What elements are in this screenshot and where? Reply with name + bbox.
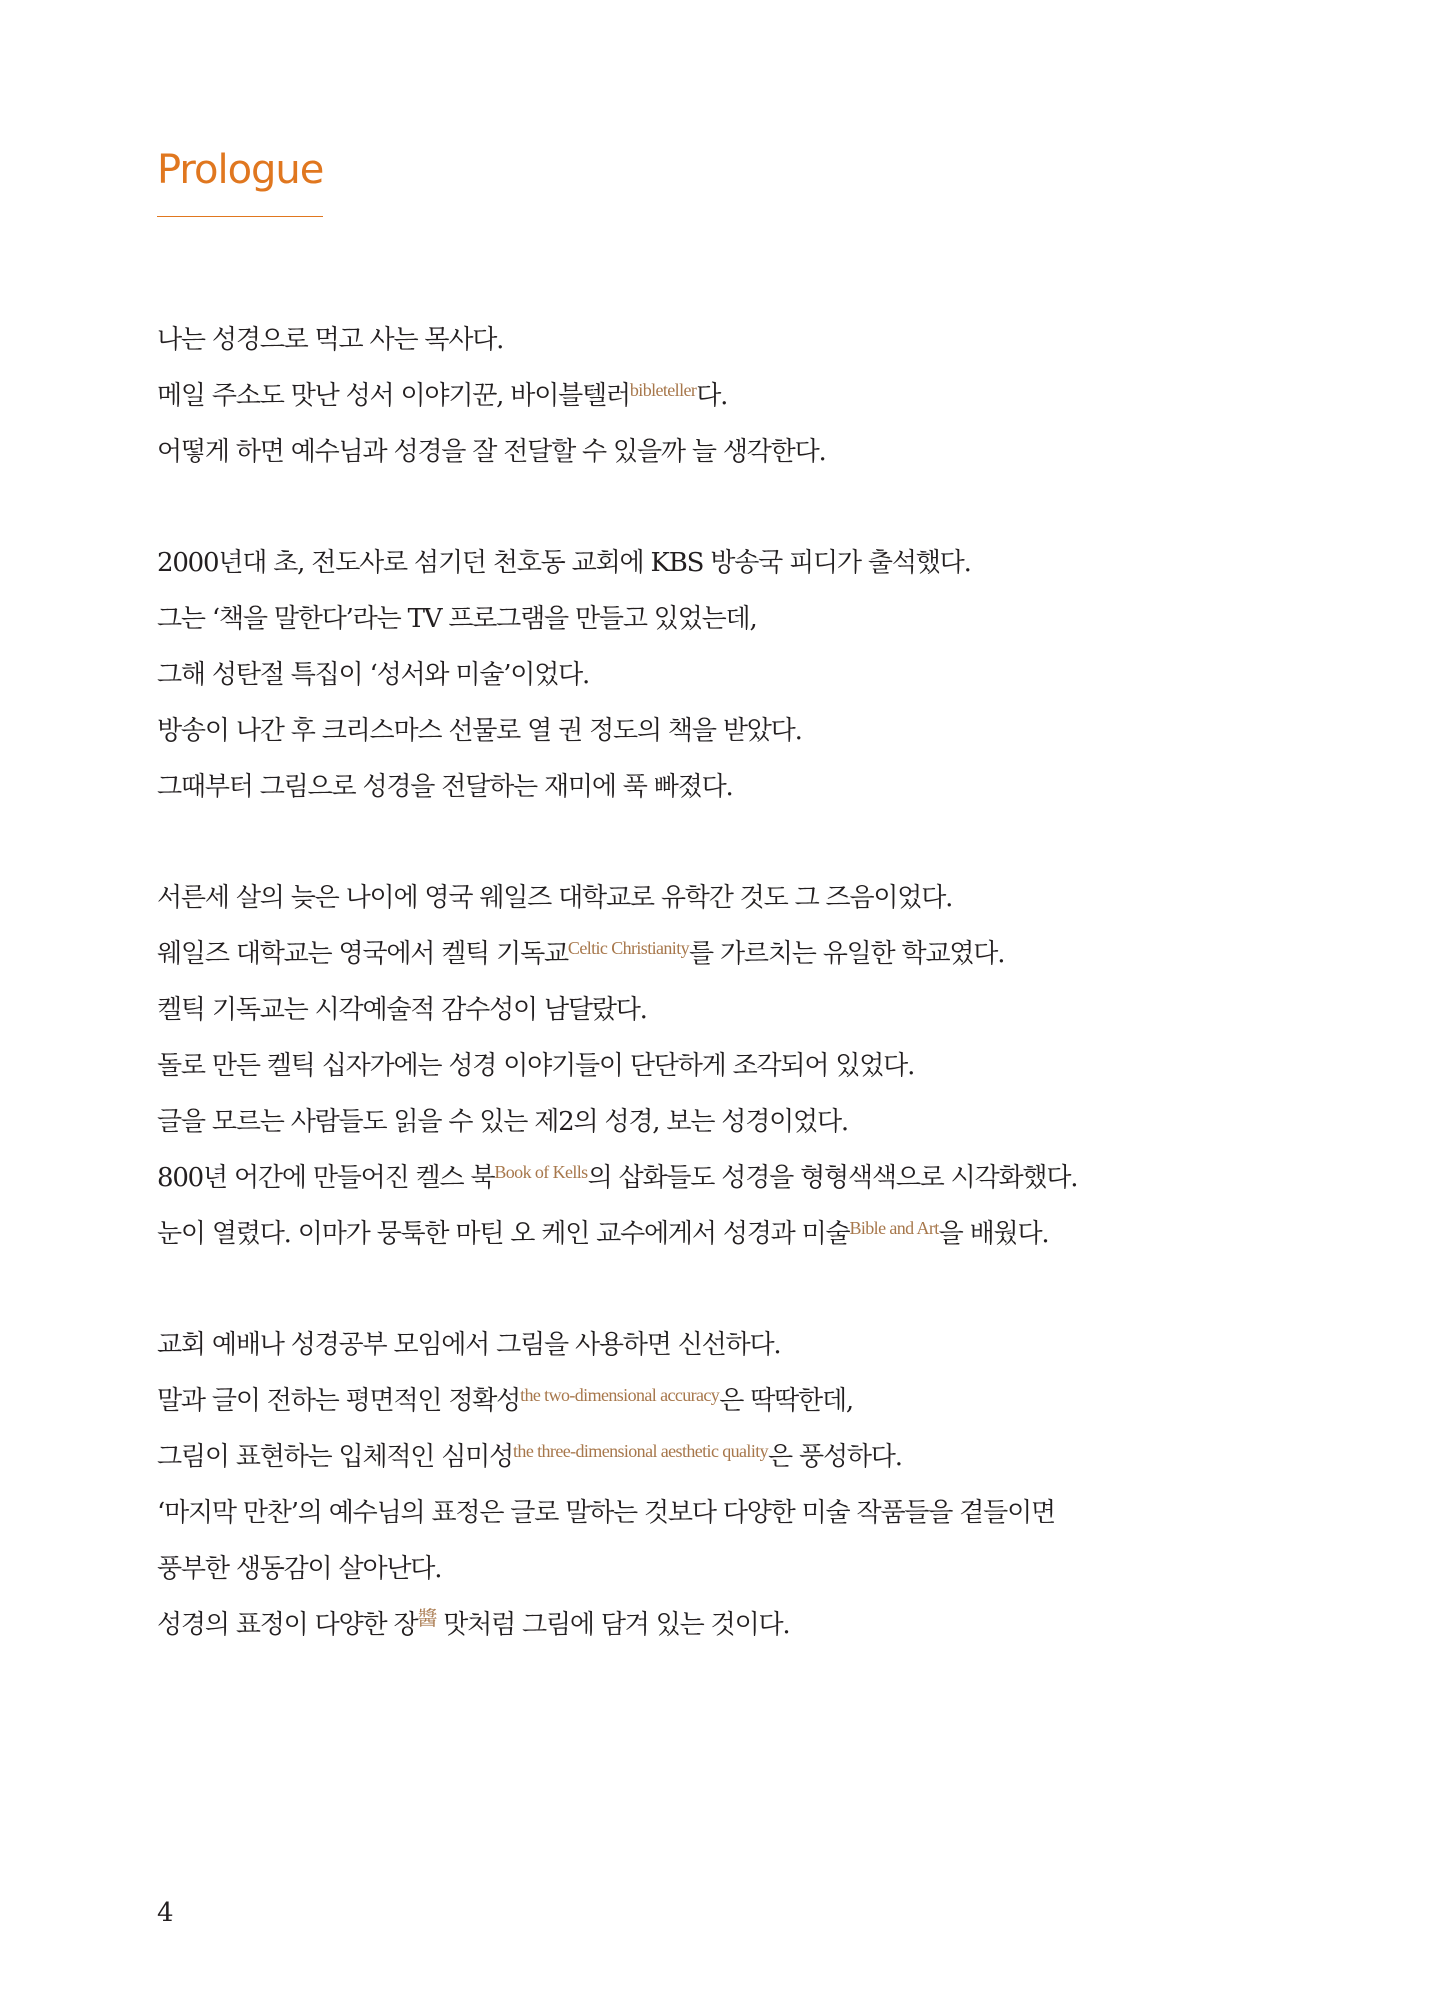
text-run: 의 삽화들도 성경을 형형색색으로 시각화했다. — [587, 1163, 1078, 1193]
page-title: Prologue — [157, 147, 324, 193]
text-run: 방송이 나간 후 크리스마스 선물로 열 권 정도의 책을 받았다. — [157, 716, 802, 746]
text-run: 2000년대 초, 전도사로 섬기던 천호동 교회에 KBS 방송국 피디가 출석했다. — [157, 548, 971, 578]
text-line — [157, 312, 1317, 368]
text-run: 은 풍성하다. — [768, 1442, 902, 1472]
text-run: 교회 예배나 성경공부 모임에서 그림을 사용하면 신선하다. — [157, 1330, 781, 1360]
text-line — [157, 982, 1317, 1038]
text-run: 풍부한 생동감이 살아난다. — [157, 1554, 442, 1584]
text-run: 성경의 표정이 다양한 장 — [157, 1610, 418, 1640]
text-run: 그해 성탄절 특집이 ‘성서와 미술’이었다. — [157, 660, 590, 690]
text-run: 다. — [696, 381, 728, 411]
text-run: 그는 ‘책을 말한다’라는 TV 프로그램을 만들고 있었는데, — [157, 604, 757, 634]
text-run: 웨일즈 대학교는 영국에서 켈틱 기독교 — [157, 939, 568, 969]
text-line — [157, 591, 1317, 647]
paragraph — [157, 535, 1317, 815]
english-gloss: Celtic Christianity — [567, 938, 690, 958]
text-run: 켈틱 기독교는 시각예술적 감수성이 남달랐다. — [157, 995, 647, 1025]
english-gloss: Book of Kells — [494, 1162, 588, 1182]
text-line — [157, 424, 1317, 480]
text-run: 돌로 만든 켈틱 십자가에는 성경 이야기들이 단단하게 조각되어 있었다. — [157, 1051, 915, 1081]
text-run: 은 딱딱한데, — [719, 1386, 853, 1416]
text-run: 말과 글이 전하는 평면적인 정확성 — [157, 1386, 521, 1416]
text-run: 어떻게 하면 예수님과 성경을 잘 전달할 수 있을까 늘 생각한다. — [157, 437, 826, 467]
text-line — [157, 1317, 1317, 1373]
paragraph — [157, 312, 1317, 480]
text-run: 메일 주소도 맛난 성서 이야기꾼, 바이블텔러 — [157, 381, 630, 411]
text-line — [157, 1038, 1317, 1094]
english-gloss: Bible and Art — [849, 1218, 939, 1238]
text-line — [157, 926, 1317, 982]
text-line — [157, 703, 1317, 759]
text-run: 맛처럼 그림에 담겨 있는 것이다. — [436, 1610, 790, 1640]
title-underline — [157, 216, 323, 217]
text-line — [157, 368, 1317, 424]
text-line — [157, 1206, 1317, 1262]
text-line — [157, 870, 1317, 926]
text-line — [157, 1597, 1317, 1653]
english-gloss: the two-dimensional accuracy — [520, 1385, 720, 1405]
text-line — [157, 1150, 1317, 1206]
text-run: 를 가르치는 유일한 학교였다. — [689, 939, 1005, 969]
text-line — [157, 1541, 1317, 1597]
text-line — [157, 1429, 1317, 1485]
text-run: 800년 어간에 만들어진 켈스 북 — [157, 1163, 495, 1193]
text-run: ‘마지막 만찬’의 예수님의 표정은 글로 말하는 것보다 다양한 미술 작품들을 곁들이면 — [157, 1498, 1055, 1528]
english-gloss: bibleteller — [629, 380, 697, 400]
text-run: 글을 모르는 사람들도 읽을 수 있는 제2의 성경, 보는 성경이었다. — [157, 1107, 848, 1137]
text-run: 그림이 표현하는 입체적인 심미성 — [157, 1442, 514, 1472]
paragraph — [157, 1317, 1317, 1653]
text-line — [157, 1373, 1317, 1429]
text-line — [157, 759, 1317, 815]
text-run: 을 배웠다. — [938, 1219, 1049, 1249]
text-run: 그때부터 그림으로 성경을 전달하는 재미에 푹 빠졌다. — [157, 772, 733, 802]
prologue-body — [157, 312, 1317, 1708]
text-line — [157, 1094, 1317, 1150]
text-run: 눈이 열렸다. 이마가 뭉툭한 마틴 오 케인 교수에게서 성경과 미술 — [157, 1219, 850, 1249]
english-gloss: the three-dimensional aesthetic quality — [513, 1441, 769, 1461]
page-number: 4 — [157, 1898, 174, 1928]
text-line — [157, 1485, 1317, 1541]
text-line — [157, 647, 1317, 703]
hanja-gloss: 醬 — [417, 1606, 437, 1630]
paragraph — [157, 870, 1317, 1262]
text-line — [157, 535, 1317, 591]
text-run: 나는 성경으로 먹고 사는 목사다. — [157, 325, 504, 355]
text-run: 서른세 살의 늦은 나이에 영국 웨일즈 대학교로 유학간 것도 그 즈음이었다. — [157, 883, 953, 913]
